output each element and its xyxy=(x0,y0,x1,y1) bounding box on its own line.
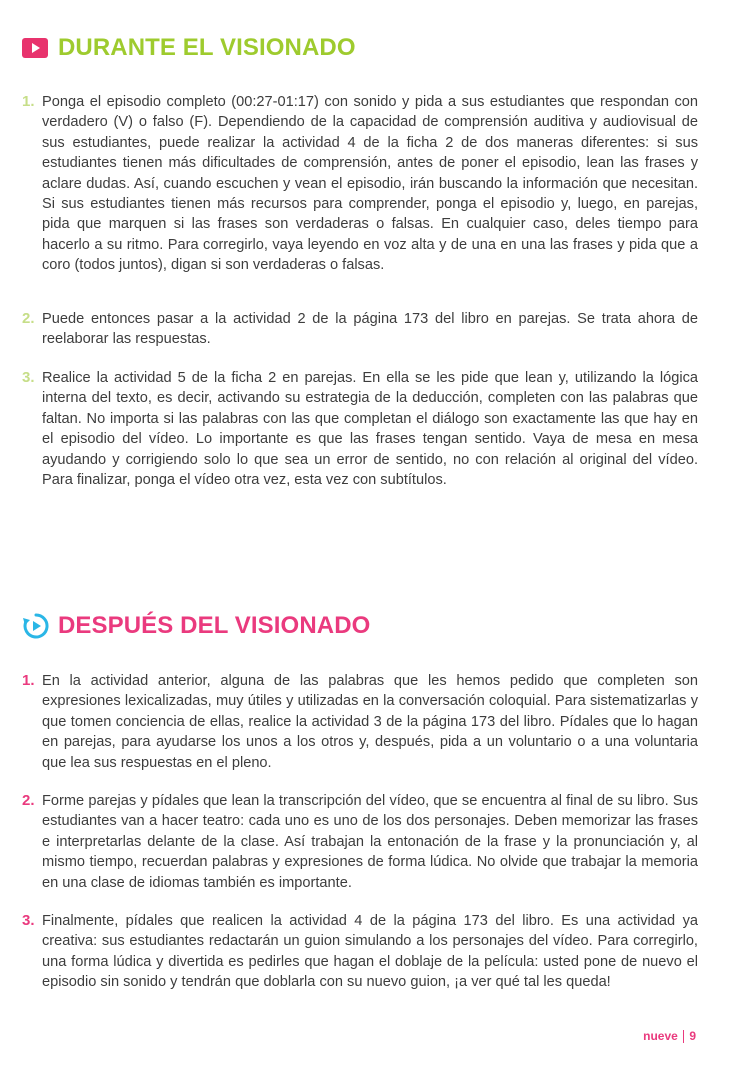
play-video-icon xyxy=(22,38,48,58)
replay-circle-icon xyxy=(22,612,50,640)
item-number: 2. xyxy=(22,310,35,327)
item-number: 1. xyxy=(22,93,35,110)
item-number: 3. xyxy=(22,369,35,386)
footer-divider xyxy=(683,1030,685,1043)
footer-label: nueve xyxy=(643,1029,678,1043)
section-header-despues xyxy=(22,612,370,640)
section-title-durante: DURANTE EL VISIONADO xyxy=(58,34,356,61)
item-number: 3. xyxy=(22,912,35,929)
list-item xyxy=(22,368,698,490)
list-item xyxy=(22,92,698,276)
item-text: Finalmente, pídales que realicen la actividad 4 de la página 173 del libro. Es una actividad ya creativa: sus estudiantes redactarán un guion simulando a los personajes del vídeo. Para corregirlo, una forma lúdica y divertida es pedirles que hagan el doblaje de la película: usted pone de nuevo el episodio sin sonido y tendrán que doblarla con su nuevo guion, ¡a ver qué tal les queda! xyxy=(42,913,698,991)
item-text: Ponga el episodio completo (00:27-01:17) con sonido y pida a sus estudiantes que respondan con verdadero (V) o falso (F). Dependiendo de la capacidad de comprensión auditiva y audiovisual de sus estudiantes, puede realizar la actividad 4 de la ficha 2 de dos maneras diferentes: si sus estudiantes tienen más dificultades de comprensión, antes de poner el episodio, lean las frases y aclare dudas. Así, cuando escuchen y vean el episodio, irán buscando la información que necesitan. Si sus estudiantes tienen más recursos para comprender, ponga el episodio y, luego, en parejas, pida que marquen si las frases son verdaderas o falsas. En cualquier caso, deles tiempo para hacerlo a su ritmo. Para corregirlo, vaya leyendo en voz alta y de una en una las frases y pida que a coro (todos juntos), digan si son verdaderas o falsas. xyxy=(42,94,698,274)
list-item xyxy=(22,791,698,893)
page-footer xyxy=(643,1029,696,1043)
item-text: Realice la actividad 5 de la ficha 2 en parejas. En ella se les pide que lean y, utilizando la lógica interna del texto, es decir, activando su estrategia de la deducción, completen con las palabras que faltan. No importa si las palabras con las que completan el diálogo son exactamente las que hay en el episodio del vídeo. Lo importante es que las frases tengan sentido. Vaya de mesa en mesa ayudando y corrigiendo solo lo que sea un error de sentido, no con relación al original del vídeo. Para finalizar, ponga el vídeo otra vez, esta vez con subtítulos. xyxy=(42,370,698,489)
item-text: Forme parejas y pídales que lean la transcripción del vídeo, que se encuentra al final de su libro. Sus estudiantes van a hacer teatro: cada uno es uno de los dos personajes. Deben memorizar las frases e interpretarlas delante de la clase. Así trabajan la entonación de la frase y la pronunciación y, al mismo tiempo, recuerdan palabras y expresiones de forma lúdica. No olvide que trabajar la memoria en una clase de idiomas también es importante. xyxy=(42,793,698,891)
list-item xyxy=(22,671,698,773)
item-text: Puede entonces pasar a la actividad 2 de la página 173 del libro en parejas. Se trata ahora de reelaborar las respuestas. xyxy=(42,311,698,348)
list-item xyxy=(22,309,698,350)
item-number: 1. xyxy=(22,672,35,689)
page-number: 9 xyxy=(689,1029,696,1043)
section-title-despues: DESPUÉS DEL VISIONADO xyxy=(58,612,371,639)
section-header-durante xyxy=(22,34,356,62)
item-number: 2. xyxy=(22,792,35,809)
list-item xyxy=(22,911,698,993)
item-text: En la actividad anterior, alguna de las palabras que les hemos pedido que completen son expresiones lexicalizadas, muy útiles y utilizadas en la conversación coloquial. Para sistematizarlas y que tomen conciencia de ellas, realice la actividad 3 de la página 173 del libro. Pídales que lo hagan en parejas, para ayudarse los unos a los otros y, después, pida a un voluntario o a una voluntaria que lea sus respuestas en el pleno. xyxy=(42,673,698,771)
